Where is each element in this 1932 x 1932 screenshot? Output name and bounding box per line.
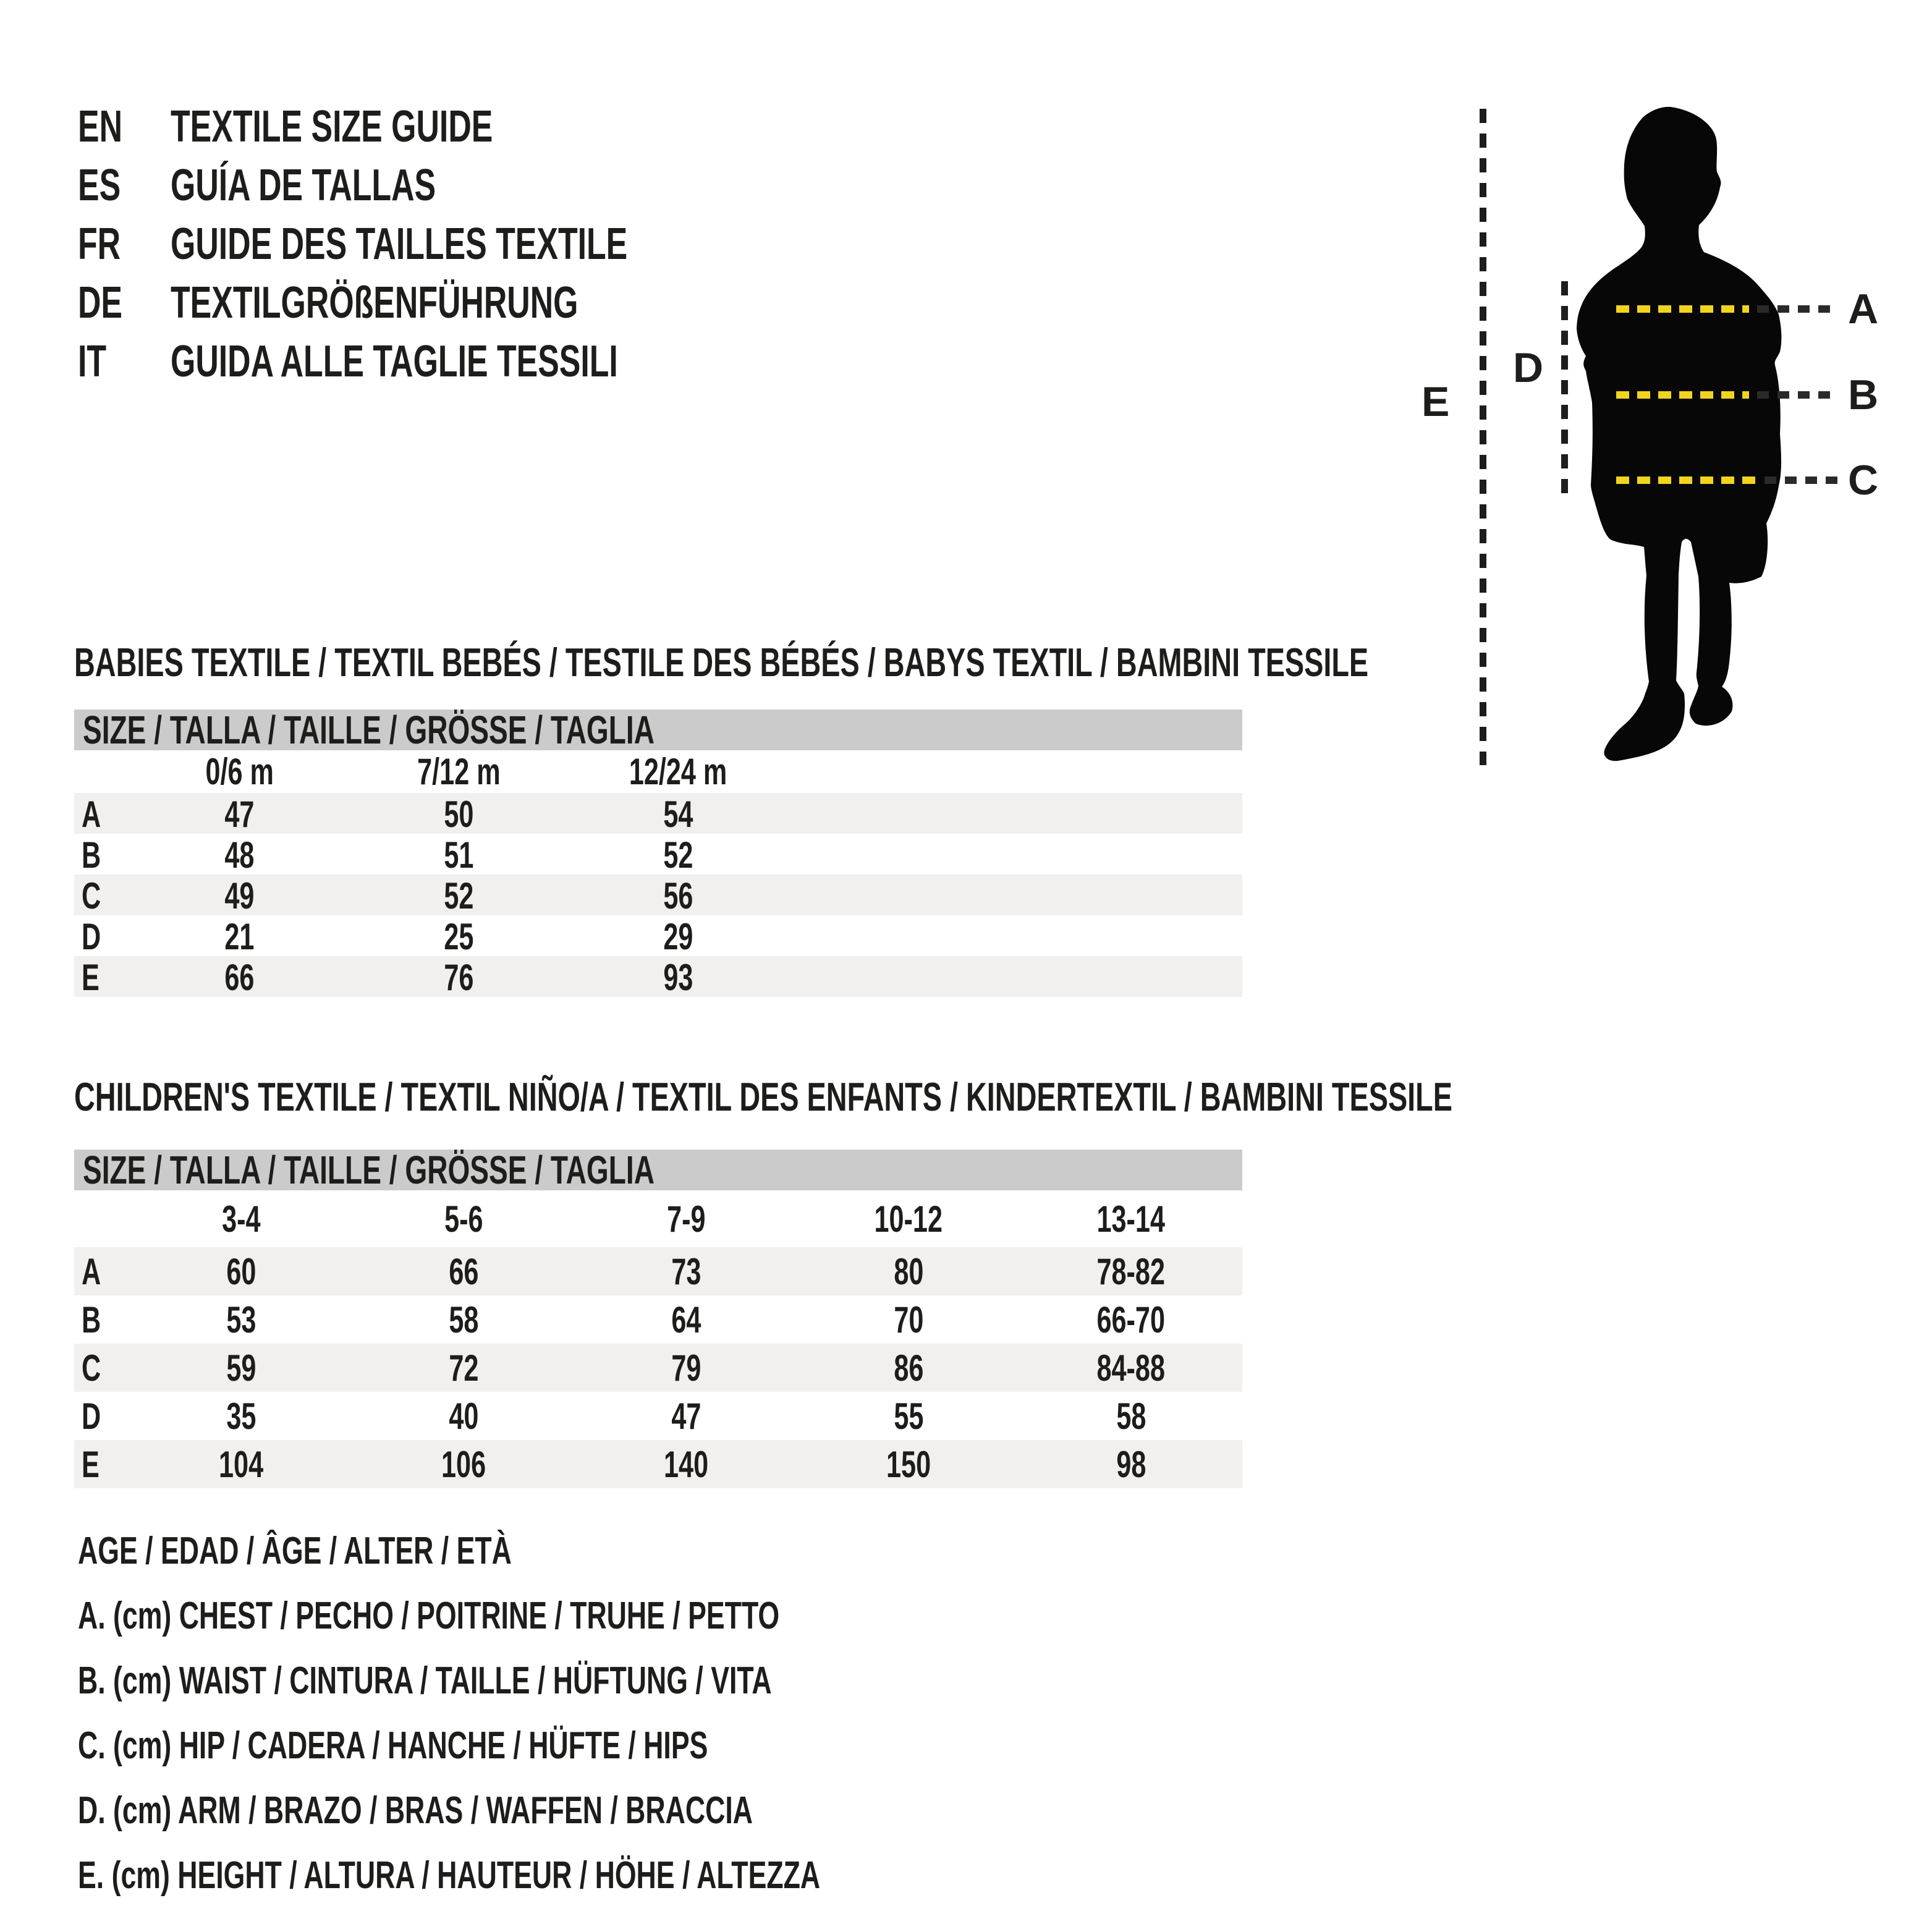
table-cell [569,956,788,999]
table-cell [1020,1443,1242,1486]
babies-size-header-bar [74,710,1242,750]
babies-table [74,750,1242,997]
arm-measure-line-d [1561,281,1568,498]
column-header-text: 10-12 [874,1198,943,1240]
lang-code [78,102,171,151]
legend-line-arm [78,1786,1015,1836]
table-cell [1020,1299,1242,1341]
cell-value: 98 [1116,1443,1146,1485]
children-size-header-bar [74,1150,1242,1190]
row-label [74,1347,130,1389]
cell-value: 50 [444,794,474,835]
legend-line-height [78,1851,1109,1900]
table-cell [130,1443,352,1486]
lang-code-text: ES [78,161,121,210]
row-label [74,1250,130,1293]
babies-row-a [74,793,1242,834]
cell-value: 93 [663,957,693,998]
measure-label-d: D [1513,344,1545,391]
table-cell [575,1347,797,1389]
babies-section-title-text: BABIES TEXTILE / TEXTIL BEBÉS / TESTILE DES BÉBÉS / BABYS TEXTIL / BAMBINI TESSILE [74,640,1369,685]
children-row-d [74,1392,1242,1440]
table-cell [575,1250,797,1293]
lang-title-text: GUIDE DES TAILLES TEXTILE [171,219,628,269]
babies-row-d [74,915,1242,956]
row-label-text: D [82,916,101,957]
row-label [74,1395,130,1438]
row-label-text: C [82,1347,101,1389]
table-cell [349,834,569,876]
babies-section-title [74,638,1872,687]
lang-code [78,219,171,269]
cell-value: 150 [886,1443,931,1485]
lang-title-text: TEXTILGRÖßENFÜHRUNG [171,278,578,328]
column-header-text: 7-9 [666,1198,706,1240]
legend-line-chest [78,1591,1053,1641]
lang-row-fr [78,219,805,269]
children-column-header [352,1198,575,1240]
lang-row-it [78,337,792,386]
table-cell [352,1443,575,1486]
lang-row-de [78,278,737,328]
cell-value: 40 [448,1395,479,1437]
cell-value: 76 [444,957,474,998]
cell-value: 55 [893,1395,924,1437]
children-column-header [797,1198,1020,1240]
legend-text: E. (cm) HEIGHT / ALTURA / HAUTEUR / HÖHE / ALTEZZA [78,1854,821,1897]
cell-value: 86 [893,1347,924,1389]
cell-value: 51 [444,834,474,876]
table-cell [569,915,788,958]
lang-title-text: GUIDA ALLE TAGLIE TESSILI [171,337,618,386]
cell-value: 35 [226,1395,256,1437]
table-cell [130,956,349,999]
lang-row-en [78,102,618,151]
column-header-text: 7/12 m [417,751,501,792]
cell-value: 53 [226,1299,256,1341]
cell-value: 47 [224,794,255,835]
table-cell [130,1250,352,1293]
children-table [74,1190,1242,1488]
cell-value: 52 [444,875,474,917]
cell-value: 54 [663,794,693,835]
table-cell [797,1443,1020,1486]
table-cell [349,915,569,958]
measure-label-e: E [1421,378,1451,425]
table-cell [569,875,788,917]
cell-value: 60 [226,1250,256,1292]
column-header-text: 3-4 [221,1198,261,1240]
table-cell [569,793,788,836]
cell-value: 104 [218,1443,264,1485]
cell-value: 56 [663,875,693,917]
table-cell [130,834,349,876]
lang-row-es [78,161,539,210]
cell-value: 140 [663,1443,709,1485]
table-cell [797,1347,1020,1389]
cell-value: 106 [441,1443,486,1485]
cell-value: 66 [224,957,255,998]
cell-value: 80 [893,1250,924,1292]
lang-code [78,337,171,386]
column-header-text: 13-14 [1096,1198,1166,1240]
children-size-header-text: SIZE / TALLA / TAILLE / GRÖSSE / TAGLIA [83,1148,655,1192]
lang-code [78,161,171,210]
cell-value: 78-82 [1096,1250,1166,1292]
measure-label-a: A [1848,286,1880,333]
row-label [74,1443,130,1486]
row-label [74,915,130,958]
babies-column-header [130,750,349,793]
table-cell [575,1395,797,1438]
row-label [74,834,130,876]
cell-value: 48 [224,834,255,876]
chest-dash-yellow [1616,305,1749,313]
cell-value: 58 [448,1299,479,1341]
row-label-text: E [82,957,100,998]
table-cell [349,956,569,999]
babies-size-header-text: SIZE / TALLA / TAILLE / GRÖSSE / TAGLIA [83,708,655,752]
cell-value: 59 [226,1347,256,1389]
children-section-title-text: CHILDREN'S TEXTILE / TEXTIL NIÑO/A / TEXTIL DES ENFANTS / KINDERTEXTIL / BAMBINI TESSILE [74,1074,1452,1119]
legend-line-hip [78,1721,953,1771]
lang-code [78,278,171,328]
legend-line-waist [78,1656,1041,1706]
cell-value: 52 [663,834,693,876]
row-label-text: D [82,1395,101,1437]
children-row-c [74,1344,1242,1392]
row-label-text: A [82,1250,101,1292]
table-cell [1020,1347,1242,1389]
column-header-text: 12/24 m [629,751,727,792]
table-cell [130,1395,352,1438]
children-column-header [575,1198,797,1240]
row-label-text: B [82,1299,101,1341]
babies-column-header [349,750,569,793]
children-column-header [130,1198,352,1240]
measure-label-c: C [1848,457,1880,504]
cell-value: 25 [444,916,474,957]
legend-text: B. (cm) WAIST / CINTURA / TAILLE / HÜFTUNG / VITA [78,1659,772,1702]
row-label [74,956,130,999]
babies-row-b [74,834,1242,875]
babies-row-c [74,875,1242,915]
lang-title-text: TEXTILE SIZE GUIDE [171,102,493,151]
row-label-text: C [82,875,101,917]
legend-line-age [78,1527,680,1576]
children-column-header-row [74,1190,1242,1247]
waist-dash-yellow [1616,391,1749,399]
children-row-b [74,1295,1242,1344]
legend-text: A. (cm) CHEST / PECHO / POITRINE / TRUHE / PETTO [78,1595,780,1637]
table-cell [130,875,349,917]
children-section-title [74,1072,1932,1122]
cell-value: 73 [671,1250,701,1292]
row-label-text: A [82,794,101,835]
chest-dash-dark [1757,305,1834,313]
table-cell [130,1299,352,1341]
table-cell [349,875,569,917]
cell-value: 84-88 [1096,1347,1166,1389]
column-header-text: 0/6 m [205,751,274,792]
table-cell [797,1395,1020,1438]
cell-value: 66 [448,1250,479,1292]
table-cell [130,793,349,836]
cell-value: 79 [671,1347,701,1389]
cell-value: 47 [671,1395,701,1437]
cell-value: 58 [1116,1395,1146,1437]
table-cell [352,1250,575,1293]
cell-value: 64 [671,1299,701,1341]
waist-dash-dark [1757,391,1834,399]
lang-code-text: FR [78,219,121,269]
row-label [74,793,130,836]
lang-code-text: IT [78,337,107,386]
table-cell [569,834,788,876]
legend-text: AGE / EDAD / ÂGE / ALTER / ETÀ [78,1530,512,1572]
children-column-header [1020,1198,1242,1240]
babies-column-header [569,750,788,793]
lang-code-text: DE [78,278,123,328]
legend-text: D. (cm) ARM / BRAZO / BRAS / WAFFEN / BRACCIA [78,1789,753,1832]
table-cell [1020,1250,1242,1293]
babies-column-header-row [74,750,1242,793]
cell-value: 29 [663,916,693,957]
hip-dash-yellow [1616,477,1758,484]
hip-dash-dark [1765,477,1839,484]
table-cell [352,1395,575,1438]
table-cell [797,1250,1020,1293]
table-cell [130,915,349,958]
lang-code-text: EN [78,102,123,151]
row-label-text: B [82,834,101,876]
row-label [74,1299,130,1341]
table-cell [1020,1395,1242,1438]
cell-value: 49 [224,875,255,917]
cell-value: 21 [224,916,255,957]
measure-label-b: B [1848,371,1880,418]
column-header-text: 5-6 [444,1198,483,1240]
table-cell [352,1347,575,1389]
cell-value: 72 [448,1347,479,1389]
table-cell [575,1299,797,1341]
cell-value: 66-70 [1096,1299,1166,1341]
children-row-a [74,1247,1242,1295]
table-cell [352,1299,575,1341]
lang-title-text: GUÍA DE TALLAS [171,161,436,210]
table-cell [575,1443,797,1486]
row-label-text: E [82,1443,100,1485]
table-cell [797,1299,1020,1341]
legend-text: C. (cm) HIP / CADERA / HANCHE / HÜFTE / HIPS [78,1724,708,1767]
children-row-e [74,1440,1242,1488]
table-cell [130,1347,352,1389]
cell-value: 70 [893,1299,924,1341]
babies-row-e [74,956,1242,997]
row-label [74,875,130,917]
table-cell [349,793,569,836]
